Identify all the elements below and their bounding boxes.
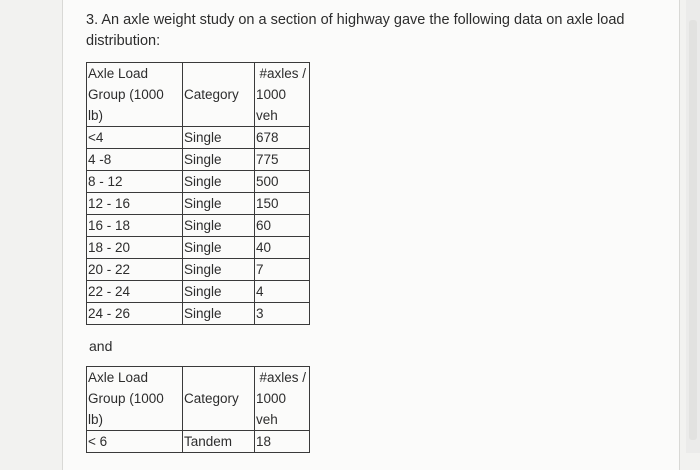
- cell-group: 8 - 12: [87, 171, 183, 193]
- cell-group: < 6: [87, 431, 183, 453]
- cell-category: Single: [183, 215, 255, 237]
- table-row: [87, 281, 310, 303]
- cell-group: 16 - 18: [87, 215, 183, 237]
- cell-category: Tandem: [183, 431, 255, 453]
- cell-axles: 18: [255, 431, 310, 453]
- cell-category: Single: [183, 281, 255, 303]
- table-row: [87, 431, 310, 453]
- table-header-row: [87, 63, 310, 127]
- table-row: [87, 237, 310, 259]
- cell-group: 4 -8: [87, 149, 183, 171]
- header-category: Category: [183, 63, 255, 127]
- table-row: [87, 259, 310, 281]
- cell-axles: 40: [255, 237, 310, 259]
- cell-group: 20 - 22: [87, 259, 183, 281]
- connector-text: and: [89, 338, 113, 354]
- table-row: [87, 193, 310, 215]
- cell-axles: 150: [255, 193, 310, 215]
- scrollbar-track[interactable]: [686, 0, 700, 453]
- single-axle-table: [86, 62, 310, 325]
- cell-axles: 775: [255, 149, 310, 171]
- table-header-row: [87, 367, 310, 431]
- table-row: [87, 171, 310, 193]
- header-axle-load-group: Axle Load Group (1000 lb): [87, 367, 183, 431]
- cell-axles: 678: [255, 127, 310, 149]
- tandem-axle-table: [86, 366, 310, 453]
- cell-category: Single: [183, 127, 255, 149]
- header-axle-load-group: Axle Load Group (1000 lb): [87, 63, 183, 127]
- cell-group: 12 - 16: [87, 193, 183, 215]
- cell-group: 22 - 24: [87, 281, 183, 303]
- question-text: 3. An axle weight study on a section of highway gave the following data on axle load distribution:: [86, 12, 625, 49]
- cell-axles: 60: [255, 215, 310, 237]
- table-row: [87, 215, 310, 237]
- scrollbar-thumb[interactable]: [689, 20, 697, 440]
- header-category: Category: [183, 367, 255, 431]
- cell-group: 24 - 26: [87, 303, 183, 325]
- cell-group: 18 - 20: [87, 237, 183, 259]
- cell-axles: 7: [255, 259, 310, 281]
- cell-axles: 4: [255, 281, 310, 303]
- cell-category: Single: [183, 259, 255, 281]
- header-axles-per-1000-veh: #axles / 1000 veh: [255, 367, 310, 431]
- cell-group: <4: [87, 127, 183, 149]
- cell-category: Single: [183, 237, 255, 259]
- cell-category: Single: [183, 303, 255, 325]
- cell-axles: 3: [255, 303, 310, 325]
- cell-category: Single: [183, 149, 255, 171]
- table-row: [87, 149, 310, 171]
- table-row: [87, 303, 310, 325]
- header-axles-per-1000-veh: #axles / 1000 veh: [255, 63, 310, 127]
- cell-category: Single: [183, 193, 255, 215]
- cell-axles: 500: [255, 171, 310, 193]
- table-row: [87, 127, 310, 149]
- cell-category: Single: [183, 171, 255, 193]
